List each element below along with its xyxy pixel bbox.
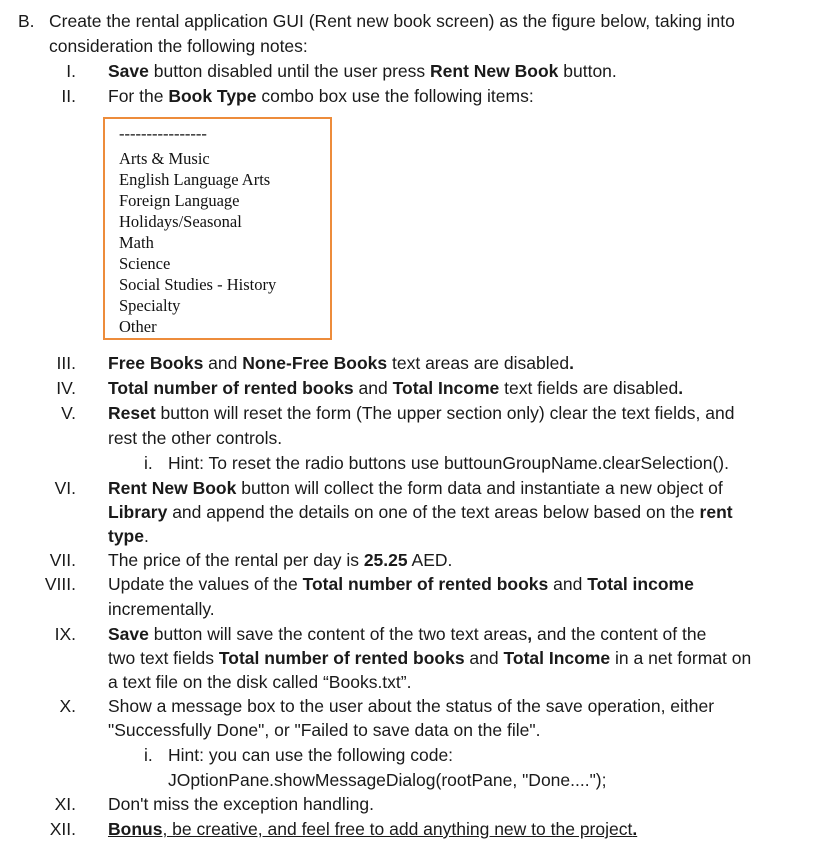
code-snippet: JOptionPane.showMessageDialog(rootPane, "Done...."); [168,770,607,790]
note-9 [108,622,706,646]
note-bold: Rent New Book [430,61,559,81]
hint-text: Hint: To reset the radio buttons use buttounGroupName.clearSelection(). [168,453,729,473]
note-bold: None-Free Books [242,353,388,373]
intro-line-2: consideration the following notes: [49,36,308,56]
note-number: V. [61,403,76,423]
note-2 [108,84,534,108]
note-bold: Book Type [168,86,257,106]
note-bold: Total number of rented books [302,574,549,594]
note-bold: Rent New Book [108,478,237,498]
note-number: III. [56,353,76,373]
note-bold: . [632,819,638,839]
note-number: X. [59,696,76,716]
note-8 [108,572,694,596]
note-12 [108,817,637,841]
note-6-line-2 [108,500,733,524]
combo-item: Science [119,254,171,273]
note-bold: Total income [587,574,694,594]
combo-item: ---------------- [119,124,207,143]
note-text: and [548,574,588,594]
note-bold: Reset [108,403,156,423]
note-3 [108,351,574,375]
note-11: Don't miss the exception handling. [108,794,374,814]
book-type-items-box [103,117,332,340]
combo-item: Other [119,317,157,336]
note-text: AED. [407,550,453,570]
sub-number: i. [144,453,153,473]
note-6 [108,476,723,500]
note-text: and the content of the [532,624,707,644]
bonus-underline [108,819,637,839]
note-number: I. [66,61,76,81]
sub-number: i. [144,745,153,765]
note-bold: type [108,526,144,546]
note-4 [108,376,683,400]
note-text: text fields are disabled [499,378,679,398]
note-text: text areas are disabled [387,353,570,373]
note-bold: Free Books [108,353,204,373]
note-text: and append the details on one of the text areas below based on the [167,502,700,522]
note-text: and [203,353,243,373]
note-text: button will reset the form (The upper section only) clear the text fields, and [155,403,735,423]
note-number: VIII. [44,574,76,594]
intro-line-1: Create the rental application GUI (Rent new book screen) as the figure below, taking into [49,11,735,31]
note-text: in a net format on [610,648,752,668]
note-text: , be creative, and feel free to add anything new to the project [162,819,633,839]
note-bold: Library [108,502,168,522]
note-text: The price of the rental per day is [108,550,364,570]
combo-item: Specialty [119,296,181,315]
note-bold: Bonus [108,819,163,839]
note-bold: Total Income [392,378,500,398]
note-text: and [464,648,504,668]
note-text: button. [558,61,617,81]
note-5-line-2: rest the other controls. [108,428,283,448]
note-text: and [353,378,393,398]
note-9-line-2 [108,646,751,670]
note-bold: Total number of rented books [218,648,465,668]
note-10-line-2: "Successfully Done", or "Failed to save data on the file". [108,720,541,740]
note-text: combo box use the following items: [256,86,534,106]
note-text: . [143,526,149,546]
note-bold: 25.25 [363,550,408,570]
note-bold: Total Income [503,648,611,668]
note-number: XII. [49,819,76,839]
combo-item: English Language Arts [119,170,271,189]
note-text: two text fields [108,648,219,668]
combo-item: Math [119,233,154,252]
hint-text: Hint: you can use the following code: [168,745,454,765]
note-number: VII. [49,550,76,570]
note-bold: Save [108,624,149,644]
note-bold: . [678,378,684,398]
note-number: IV. [56,378,76,398]
note-1 [108,59,617,83]
combo-item: Holidays/Seasonal [119,212,242,231]
note-text: button will collect the form data and instantiate a new object of [236,478,723,498]
note-bold: . [569,353,574,373]
note-9-line-3: a text file on the disk called “Books.txt”. [108,672,412,692]
note-text: button disabled until the user press [148,61,431,81]
note-bold: rent [699,502,733,522]
note-number: IX. [54,624,76,644]
note-bold: , [527,624,533,644]
note-number: VI. [54,478,76,498]
note-text: Update the values of the [108,574,303,594]
note-bold: Save [108,61,149,81]
section-label: B. [18,11,35,31]
note-text: For the [108,86,169,106]
note-8-line-2: incrementally. [108,599,215,619]
note-6-line-3 [108,524,149,548]
combo-item: Foreign Language [119,191,240,210]
note-number: II. [61,86,76,106]
note-10: Show a message box to the user about the status of the save operation, either [108,696,715,716]
note-number: XI. [54,794,76,814]
note-7 [108,548,452,572]
note-5 [108,401,734,425]
note-text: button will save the content of the two text areas [148,624,528,644]
combo-item: Arts & Music [119,149,210,168]
combo-item: Social Studies - History [119,275,277,294]
note-bold: Total number of rented books [108,378,354,398]
